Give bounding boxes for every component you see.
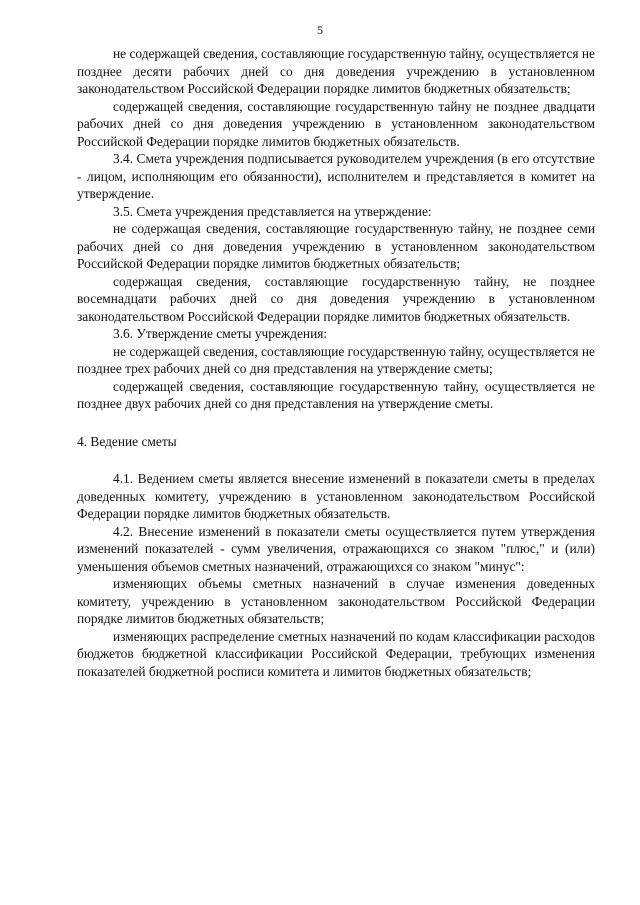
paragraph: не содержащая сведения, составляющие государственную тайну, не позднее семи рабочих дней со дня доведения учреждению в установленном законодательством Российской Федерации порядке лимитов бюджетных обязательств; <box>77 221 595 271</box>
paragraph: 3.6. Утверждение сметы учреждения: <box>113 326 328 341</box>
paragraph: изменяющих объемы сметных назначений в случае изменения доведенных комитету, учреждению в установленном законодательством Российской Федерации порядке лимитов бюджетных обязательств; <box>77 576 595 626</box>
paragraph: 3.4. Смета учреждения подписывается руководителем учреждения (в его отсутствие - лицом, исполняющим его обязанности), исполнителем и представляется в комитет на утверждение. <box>77 151 595 201</box>
page-number: 5 <box>317 23 323 37</box>
paragraph: содержащей сведения, составляющие государственную тайну, осуществляется не позднее двух рабочих дней со дня представления на утверждение сметы. <box>77 378 595 411</box>
paragraph: изменяющих распределение сметных назначений по кодам классификации расходов бюджетов бюджетной классификации Российской Федерации, требующих изменения показателей бюджетной росписи комитета и лимитов бюджетных обязательств; <box>77 628 595 679</box>
section-heading: 4. Ведение сметы <box>77 433 177 449</box>
paragraph: содержащей сведения, составляющие государственную тайну не позднее двадцати рабочих дней со дня доведения учреждению в установленном законодательством Российской Федерации порядке лимитов бюджетных обязательств. <box>77 98 595 149</box>
document-body <box>77 45 595 680</box>
paragraph: 4.1. Ведением сметы является внесение изменений в показатели сметы в пределах доведенных комитету, учреждению в установленном законодательством Российской Федерации порядке лимитов бюджетных обязательств. <box>77 471 595 521</box>
paragraph: 4.2. Внесение изменений в показатели сметы осуществляется путем утверждения изменений показателей - сумм увеличения, отражающихся со знаком "плюс," и (или) уменьшения объемов сметных назначений, отражающихся со знаком "минус": <box>77 523 595 574</box>
paragraph: содержащая сведения, составляющие государственную тайну, не позднее восемнадцати рабочих дней со дня доведения учреждению в установленном законодательством Российской Федерации порядке лимитов бюджетных обязательств. <box>77 273 595 324</box>
paragraph: 3.5. Смета учреждения представляется на утверждение: <box>113 203 432 219</box>
paragraph: не содержащей сведения, составляющие государственную тайну, осуществляется не позднее десяти рабочих дней со дня доведения учреждению в установленном законодательством Российской Федерации порядке лимитов бюджетных обязательств; <box>77 46 595 96</box>
paragraph: не содержащей сведения, составляющие государственную тайну, осуществляется не позднее трех рабочих дней со дня представления на утверждение сметы; <box>77 343 595 376</box>
